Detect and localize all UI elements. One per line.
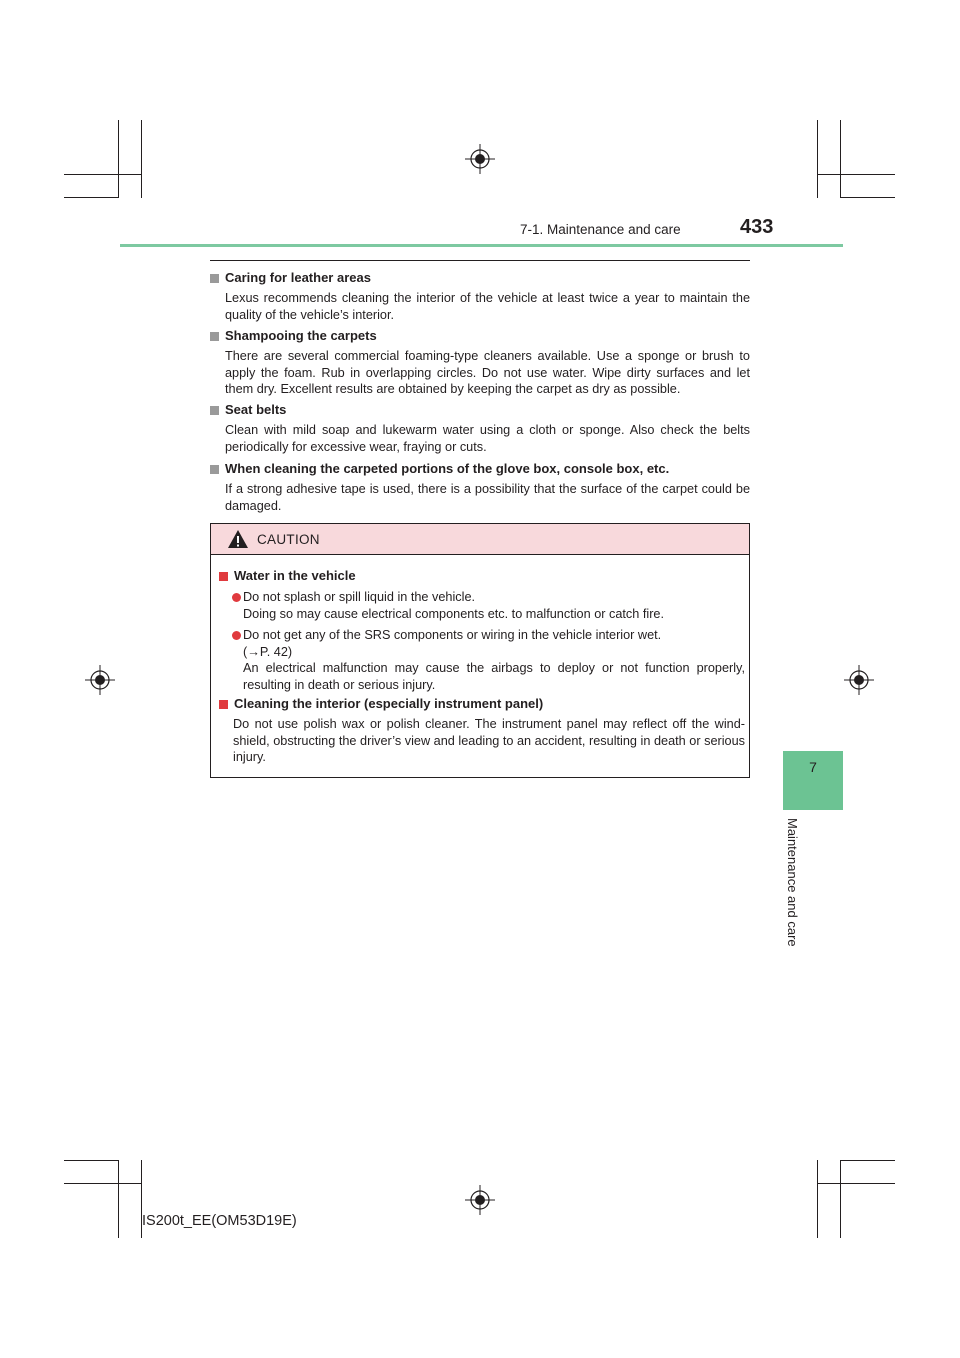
bullet-line: Do not get any of the SRS components or wiring in the vehicle interior wet. <box>243 628 662 642</box>
content-divider <box>210 260 750 261</box>
section-carpets <box>210 328 750 398</box>
caution-bullet <box>233 589 745 622</box>
caution-label: CAUTION <box>257 531 320 547</box>
section-body: There are several commercial foaming-type cleaners available. Use a sponge or brush to apply the foam. Rub in overlapping circles. Do not use water. Wipe dirty surfaces and let them dry. Excellent results are obtained by keeping the carpet as dry as possible. <box>225 349 750 396</box>
square-bullet-icon <box>210 274 219 283</box>
caution-heading: Water in the vehicle <box>234 568 356 583</box>
section-glove-box <box>210 461 750 514</box>
registration-mark-icon <box>465 1185 495 1215</box>
registration-mark-icon <box>844 665 874 695</box>
chapter-title-text: Maintenance and care <box>785 818 800 947</box>
square-bullet-icon <box>210 406 219 415</box>
bullet-line: Do not splash or spill liquid in the vehicle. <box>243 590 476 604</box>
round-bullet-icon <box>232 631 241 640</box>
page-reference: (→P. 42) <box>243 644 293 659</box>
square-bullet-icon <box>219 700 228 709</box>
caution-interior <box>219 696 745 766</box>
section-body: Clean with mild soap and lukewarm water using a cloth or sponge. Also check the belts periodically for excessive wear, fraying or cuts. <box>225 423 750 454</box>
section-heading: Seat belts <box>225 402 287 417</box>
document-code: IS200t_EE(OM53D19E) <box>142 1213 297 1229</box>
chapter-title <box>784 818 800 963</box>
chapter-number: 7 <box>809 759 817 775</box>
caution-box <box>210 523 750 778</box>
section-body: Lexus recommends cleaning the interior of the vehicle at least twice a year to maintain the quality of the vehicle’s interior. <box>225 291 750 322</box>
bullet-line: Doing so may cause electrical components etc. to malfunction or catch fire. <box>243 606 664 621</box>
section-heading: Caring for leather areas <box>225 270 371 285</box>
section-heading: Shampooing the carpets <box>225 328 377 343</box>
registration-mark-icon <box>465 144 495 174</box>
header-rule <box>120 244 843 247</box>
caution-bullet <box>233 627 745 693</box>
square-bullet-icon <box>219 572 228 581</box>
caution-heading: Cleaning the interior (especially instrument panel) <box>234 696 544 711</box>
warning-triangle-icon <box>227 529 249 549</box>
section-seat-belts <box>210 402 750 455</box>
caution-water <box>219 568 745 693</box>
round-bullet-icon <box>232 593 241 602</box>
section-body: If a strong adhesive tape is used, there is a possibility that the surface of the carpet could be damaged. <box>225 482 750 513</box>
registration-mark-icon <box>85 665 115 695</box>
square-bullet-icon <box>210 465 219 474</box>
caution-body: Do not use polish wax or polish cleaner. The instrument panel may reflect off the wind-shield, obstructing the driver’s view and leading to an accident, resulting in death or serious injury. <box>233 717 745 764</box>
square-bullet-icon <box>210 332 219 341</box>
bullet-line: An electrical malfunction may cause the airbags to deploy or not function properly, resulting in death or serious injury. <box>243 661 745 692</box>
section-leather <box>210 270 750 323</box>
page-number: 433 <box>740 216 774 238</box>
section-heading: When cleaning the carpeted portions of the glove box, console box, etc. <box>225 461 670 476</box>
section-title: 7-1. Maintenance and care <box>520 222 681 237</box>
caution-header <box>211 524 749 555</box>
